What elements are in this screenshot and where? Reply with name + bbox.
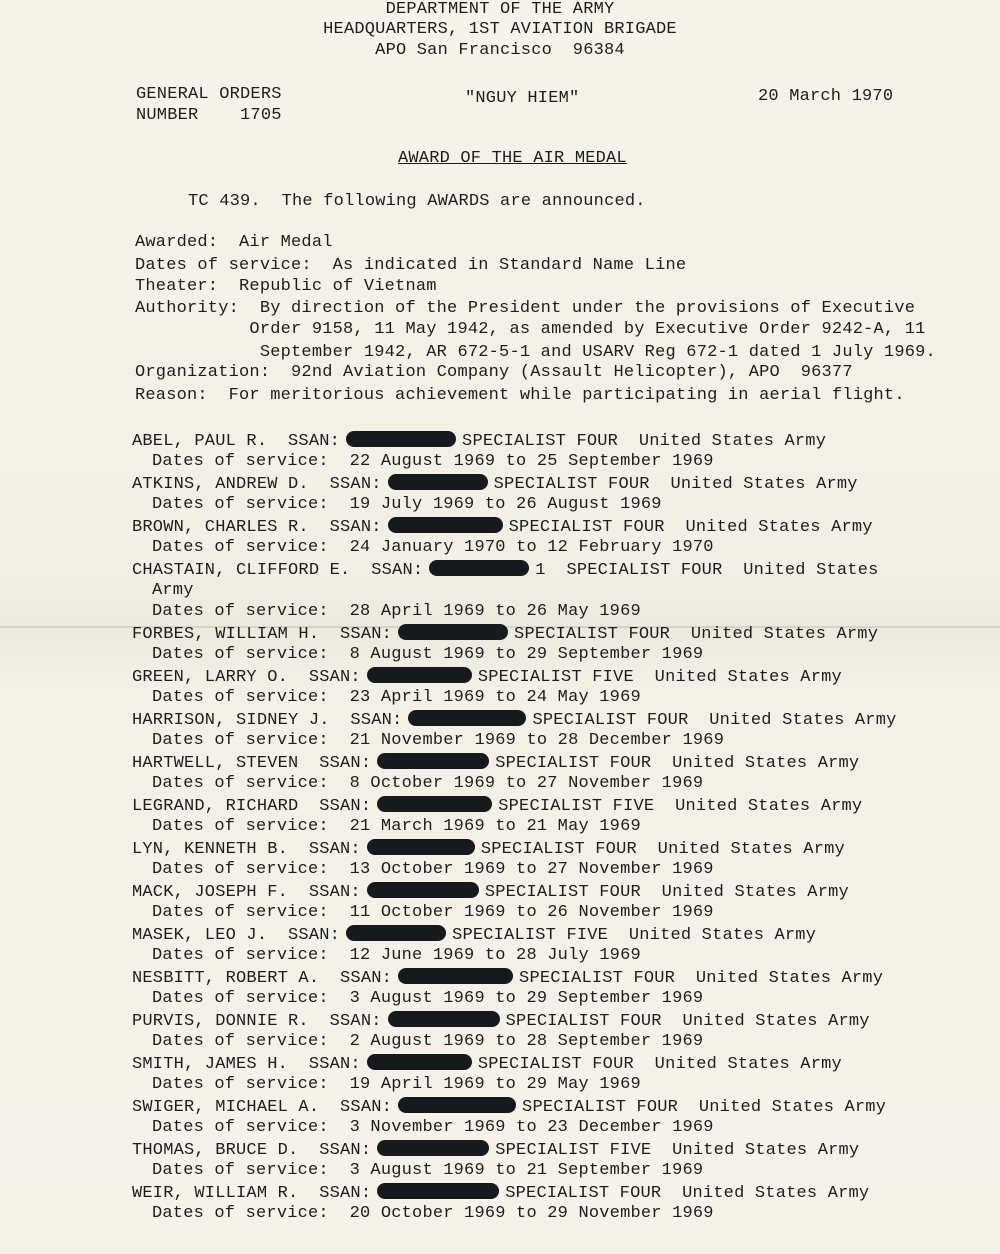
redaction-mark xyxy=(367,839,475,855)
redaction-mark xyxy=(367,1054,472,1070)
awardee-name-line xyxy=(132,667,842,688)
awardee-name: BROWN, CHARLES R. SSAN: xyxy=(132,518,382,537)
awardee-name-line xyxy=(132,753,859,774)
redaction-mark xyxy=(388,474,488,490)
redaction-mark xyxy=(377,1140,489,1156)
awardee-name-line xyxy=(132,517,873,538)
awardee-name: SMITH, JAMES H. SSAN: xyxy=(132,1055,361,1074)
awardee-name: LYN, KENNETH B. SSAN: xyxy=(132,840,361,859)
awardee-name-line xyxy=(132,624,878,645)
awardee-name-line xyxy=(132,925,816,946)
redaction-mark xyxy=(377,753,489,769)
motto: "NGUY HIEM" xyxy=(465,89,580,108)
redaction-mark xyxy=(429,560,529,576)
awardee-dates: Dates of service: 2 August 1969 to 28 September 1969 xyxy=(152,1032,704,1051)
awardee-name: SWIGER, MICHAEL A. SSAN: xyxy=(132,1098,393,1117)
awardee-rank: SPECIALIST FIVE United States Army xyxy=(498,797,863,816)
awardee-rank: SPECIALIST FOUR United States Army xyxy=(522,1098,887,1117)
awardee-dates: Dates of service: 22 August 1969 to 25 September 1969 xyxy=(152,452,714,471)
awardee-rank-wrap: Army xyxy=(152,581,194,600)
awardee-rank: 1 SPECIALIST FOUR United States xyxy=(535,561,879,580)
awardee-rank: SPECIALIST FIVE United States Army xyxy=(477,668,842,687)
awardee-rank: SPECIALIST FOUR United States Army xyxy=(505,1012,870,1031)
awardee-name-line xyxy=(132,560,879,581)
awardee-dates: Dates of service: 19 July 1969 to 26 August 1969 xyxy=(152,495,662,514)
detail-line: September 1942, AR 672-5-1 and USARV Reg 672-1 dated 1 July 1969. xyxy=(135,343,936,362)
general-orders-label: GENERAL ORDERS xyxy=(136,85,282,104)
intro-line: TC 439. The following AWARDS are announced. xyxy=(188,192,646,211)
header-headquarters: HEADQUARTERS, 1ST AVIATION BRIGADE xyxy=(323,20,677,39)
header-department: DEPARTMENT OF THE ARMY xyxy=(385,0,615,19)
awardee-rank: SPECIALIST FOUR United States Army xyxy=(484,883,849,902)
awardee-rank: SPECIALIST FOUR United States Army xyxy=(514,625,879,644)
awardee-dates: Dates of service: 24 January 1970 to 12 February 1970 xyxy=(152,538,714,557)
awardee-rank: SPECIALIST FOUR United States Army xyxy=(495,754,860,773)
detail-line: Dates of service: As indicated in Standard Name Line xyxy=(135,256,687,275)
awardee-name: PURVIS, DONNIE R. SSAN: xyxy=(132,1012,382,1031)
redaction-mark xyxy=(377,796,492,812)
awardee-name: MASEK, LEO J. SSAN: xyxy=(132,926,341,945)
detail-line: Organization: 92nd Aviation Company (Assault Helicopter), APO 96377 xyxy=(135,363,853,382)
detail-line: Authority: By direction of the President under the provisions of Executive xyxy=(135,299,916,318)
redaction-mark xyxy=(346,925,446,941)
awardee-name-line xyxy=(132,431,826,452)
awardee-rank: SPECIALIST FOUR United States Army xyxy=(505,1184,870,1203)
awardee-name: WEIR, WILLIAM R. SSAN: xyxy=(132,1184,372,1203)
awardee-rank: SPECIALIST FIVE United States Army xyxy=(452,926,817,945)
awardee-name-line xyxy=(132,1140,859,1161)
awardee-rank: SPECIALIST FOUR United States Army xyxy=(519,969,884,988)
awardee-dates: Dates of service: 8 August 1969 to 29 September 1969 xyxy=(152,645,704,664)
detail-line: Theater: Republic of Vietnam xyxy=(135,277,437,296)
awardee-name: HARRISON, SIDNEY J. SSAN: xyxy=(132,711,403,730)
redaction-mark xyxy=(346,431,456,447)
awardee-rank: SPECIALIST FOUR United States Army xyxy=(493,475,858,494)
awardee-rank: SPECIALIST FOUR United States Army xyxy=(462,432,827,451)
detail-line: Awarded: Air Medal xyxy=(135,233,333,252)
awardee-dates: Dates of service: 28 April 1969 to 26 May 1969 xyxy=(152,602,641,621)
detail-line: Reason: For meritorious achievement while participating in aerial flight. xyxy=(135,386,905,405)
awardee-name-line xyxy=(132,882,849,903)
awardee-name: FORBES, WILLIAM H. SSAN: xyxy=(132,625,393,644)
redaction-mark xyxy=(408,710,526,726)
order-date: 20 March 1970 xyxy=(758,87,894,106)
awardee-name: MACK, JOSEPH F. SSAN: xyxy=(132,883,361,902)
awardee-name: THOMAS, BRUCE D. SSAN: xyxy=(132,1141,372,1160)
header-apo: APO San Francisco 96384 xyxy=(375,41,625,60)
awardee-dates: Dates of service: 12 June 1969 to 28 July 1969 xyxy=(152,946,641,965)
awardee-name-line xyxy=(132,796,862,817)
awardee-name: GREEN, LARRY O. SSAN: xyxy=(132,668,361,687)
detail-line: Order 9158, 11 May 1942, as amended by Executive Order 9242-A, 11 xyxy=(135,320,926,339)
redaction-mark xyxy=(398,968,513,984)
awardee-name-line xyxy=(132,1011,870,1032)
redaction-mark xyxy=(367,667,472,683)
document-title: AWARD OF THE AIR MEDAL xyxy=(398,149,627,168)
awardee-name: LEGRAND, RICHARD SSAN: xyxy=(132,797,372,816)
awardee-name-line xyxy=(132,839,845,860)
awardee-dates: Dates of service: 19 April 1969 to 29 May 1969 xyxy=(152,1075,641,1094)
awardee-dates: Dates of service: 3 August 1969 to 29 September 1969 xyxy=(152,989,704,1008)
awardee-rank: SPECIALIST FIVE United States Army xyxy=(495,1141,860,1160)
redaction-mark xyxy=(388,1011,500,1027)
awardee-name: HARTWELL, STEVEN SSAN: xyxy=(132,754,372,773)
awardee-dates: Dates of service: 20 October 1969 to 29 November 1969 xyxy=(152,1204,714,1223)
awardee-name-line xyxy=(132,1183,869,1204)
awardee-name: ABEL, PAUL R. SSAN: xyxy=(132,432,341,451)
awardee-name-line xyxy=(132,1054,842,1075)
awardee-name: ATKINS, ANDREW D. SSAN: xyxy=(132,475,382,494)
awardee-rank: SPECIALIST FOUR United States Army xyxy=(508,518,873,537)
awardee-dates: Dates of service: 21 November 1969 to 28 December 1969 xyxy=(152,731,725,750)
awardee-name-line xyxy=(132,710,897,731)
redaction-mark xyxy=(398,624,508,640)
redaction-mark xyxy=(388,517,503,533)
awardee-name: NESBITT, ROBERT A. SSAN: xyxy=(132,969,393,988)
awardee-dates: Dates of service: 23 April 1969 to 24 May 1969 xyxy=(152,688,641,707)
orders-number: NUMBER 1705 xyxy=(136,106,282,125)
awardee-dates: Dates of service: 3 November 1969 to 23 December 1969 xyxy=(152,1118,714,1137)
redaction-mark xyxy=(377,1183,499,1199)
awardee-name: CHASTAIN, CLIFFORD E. SSAN: xyxy=(132,561,424,580)
awardee-dates: Dates of service: 13 October 1969 to 27 November 1969 xyxy=(152,860,714,879)
redaction-mark xyxy=(398,1097,516,1113)
awardee-dates: Dates of service: 21 March 1969 to 21 May 1969 xyxy=(152,817,641,836)
awardee-dates: Dates of service: 3 August 1969 to 21 September 1969 xyxy=(152,1161,704,1180)
redaction-mark xyxy=(367,882,479,898)
awardee-rank: SPECIALIST FOUR United States Army xyxy=(477,1055,842,1074)
awardee-name-line xyxy=(132,474,858,495)
awardee-name-line xyxy=(132,968,883,989)
awardee-rank: SPECIALIST FOUR United States Army xyxy=(480,840,845,859)
awardee-name-line xyxy=(132,1097,886,1118)
awardee-rank: SPECIALIST FOUR United States Army xyxy=(532,711,897,730)
awardee-dates: Dates of service: 11 October 1969 to 26 November 1969 xyxy=(152,903,714,922)
awardee-dates: Dates of service: 8 October 1969 to 27 November 1969 xyxy=(152,774,704,793)
